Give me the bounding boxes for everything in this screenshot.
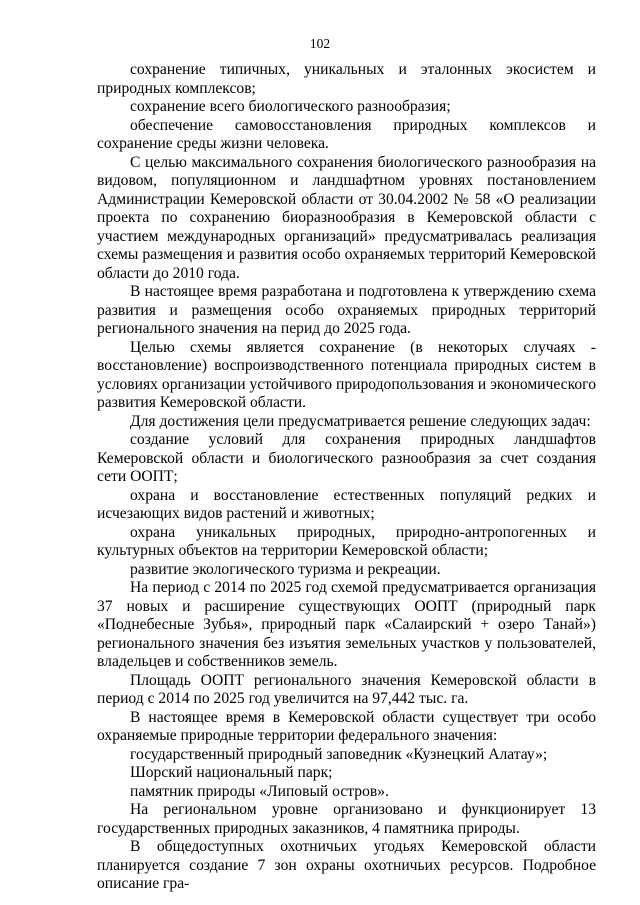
paragraph: В общедоступных охотничьих угодьях Кемеровской области планируется создание 7 зон охраны охотничьих ресурсов. Подробное описание гра- xyxy=(97,838,596,892)
paragraph: Целью схемы является сохранение (в некоторых случаях - восстановление) воспроизводственного потенциала природных систем в условиях организации устойчивого природопользования и экономического развития Кемеровской области. xyxy=(97,338,596,411)
paragraph: Шорский национальный парк; xyxy=(130,764,333,781)
paragraph: В настоящее время в Кемеровской области существует три особо охраняемые природные территории федерального значения: xyxy=(97,708,596,744)
paragraph: сохранение типичных, уникальных и эталонных экосистем и природных комплексов; xyxy=(97,61,596,97)
paragraph: С целью максимального сохранения биологического разнообразия на видовом, популяционном и ландшафтном уровнях постановлением Администрации Кемеровской области от 30.04.2002 № 58 «О реализации проекта по сохранению биоразнообразия в Кемеровской области с участием международных организаций» предусматривалась реализация схемы размещения и развития особо охраняемых территорий Кемеровской области до 2010 года. xyxy=(97,153,596,282)
paragraph: Площадь ООПТ регионального значения Кемеровской области в период с 2014 по 2025 год увеличится на 97,442 тыс. га. xyxy=(97,671,596,707)
document-body xyxy=(97,61,596,894)
page-number: 102 xyxy=(309,36,331,51)
paragraph: памятник природы «Липовый остров». xyxy=(130,782,389,800)
paragraph: обеспечение самовосстановления природных комплексов и сохранение среды жизни человека. xyxy=(97,116,596,152)
paragraph: На региональном уровне организовано и функционирует 13 государственных природных заказников, 4 памятника природы. xyxy=(97,801,596,837)
paragraph: Для достижения цели предусматривается решение следующих задач: xyxy=(130,412,591,430)
paragraph: В настоящее время разработана и подготовлена к утверждению схема развития и размещения особо охраняемых природных территорий регионального значения на перид до 2025 года. xyxy=(97,283,596,337)
paragraph: сохранение всего биологического разнообразия; xyxy=(130,98,451,115)
paragraph: На период с 2014 по 2025 год схемой предусматривается организация 37 новых и расширение существующих ООПТ (природный парк «Поднебесные Зубья», природный парк «Салаирский + озеро Танай») регионального значения без изъятия земельных участков у пользователей, владельцев и собственников земель. xyxy=(97,579,596,670)
paragraph: создание условий для сохранения природных ландшафтов Кемеровской области и биологического разнообразия за счет создания сети ООПТ; xyxy=(97,431,596,485)
paragraph: охрана и восстановление естественных популяций редких и исчезающих видов растений и животных; xyxy=(97,486,596,522)
paragraph: государственный природный заповедник «Кузнецкий Алатау»; xyxy=(130,745,548,763)
paragraph: развитие экологического туризма и рекреации. xyxy=(130,560,441,578)
paragraph: охрана уникальных природных, природно-антропогенных и культурных объектов на территории Кемеровской области; xyxy=(97,523,596,559)
